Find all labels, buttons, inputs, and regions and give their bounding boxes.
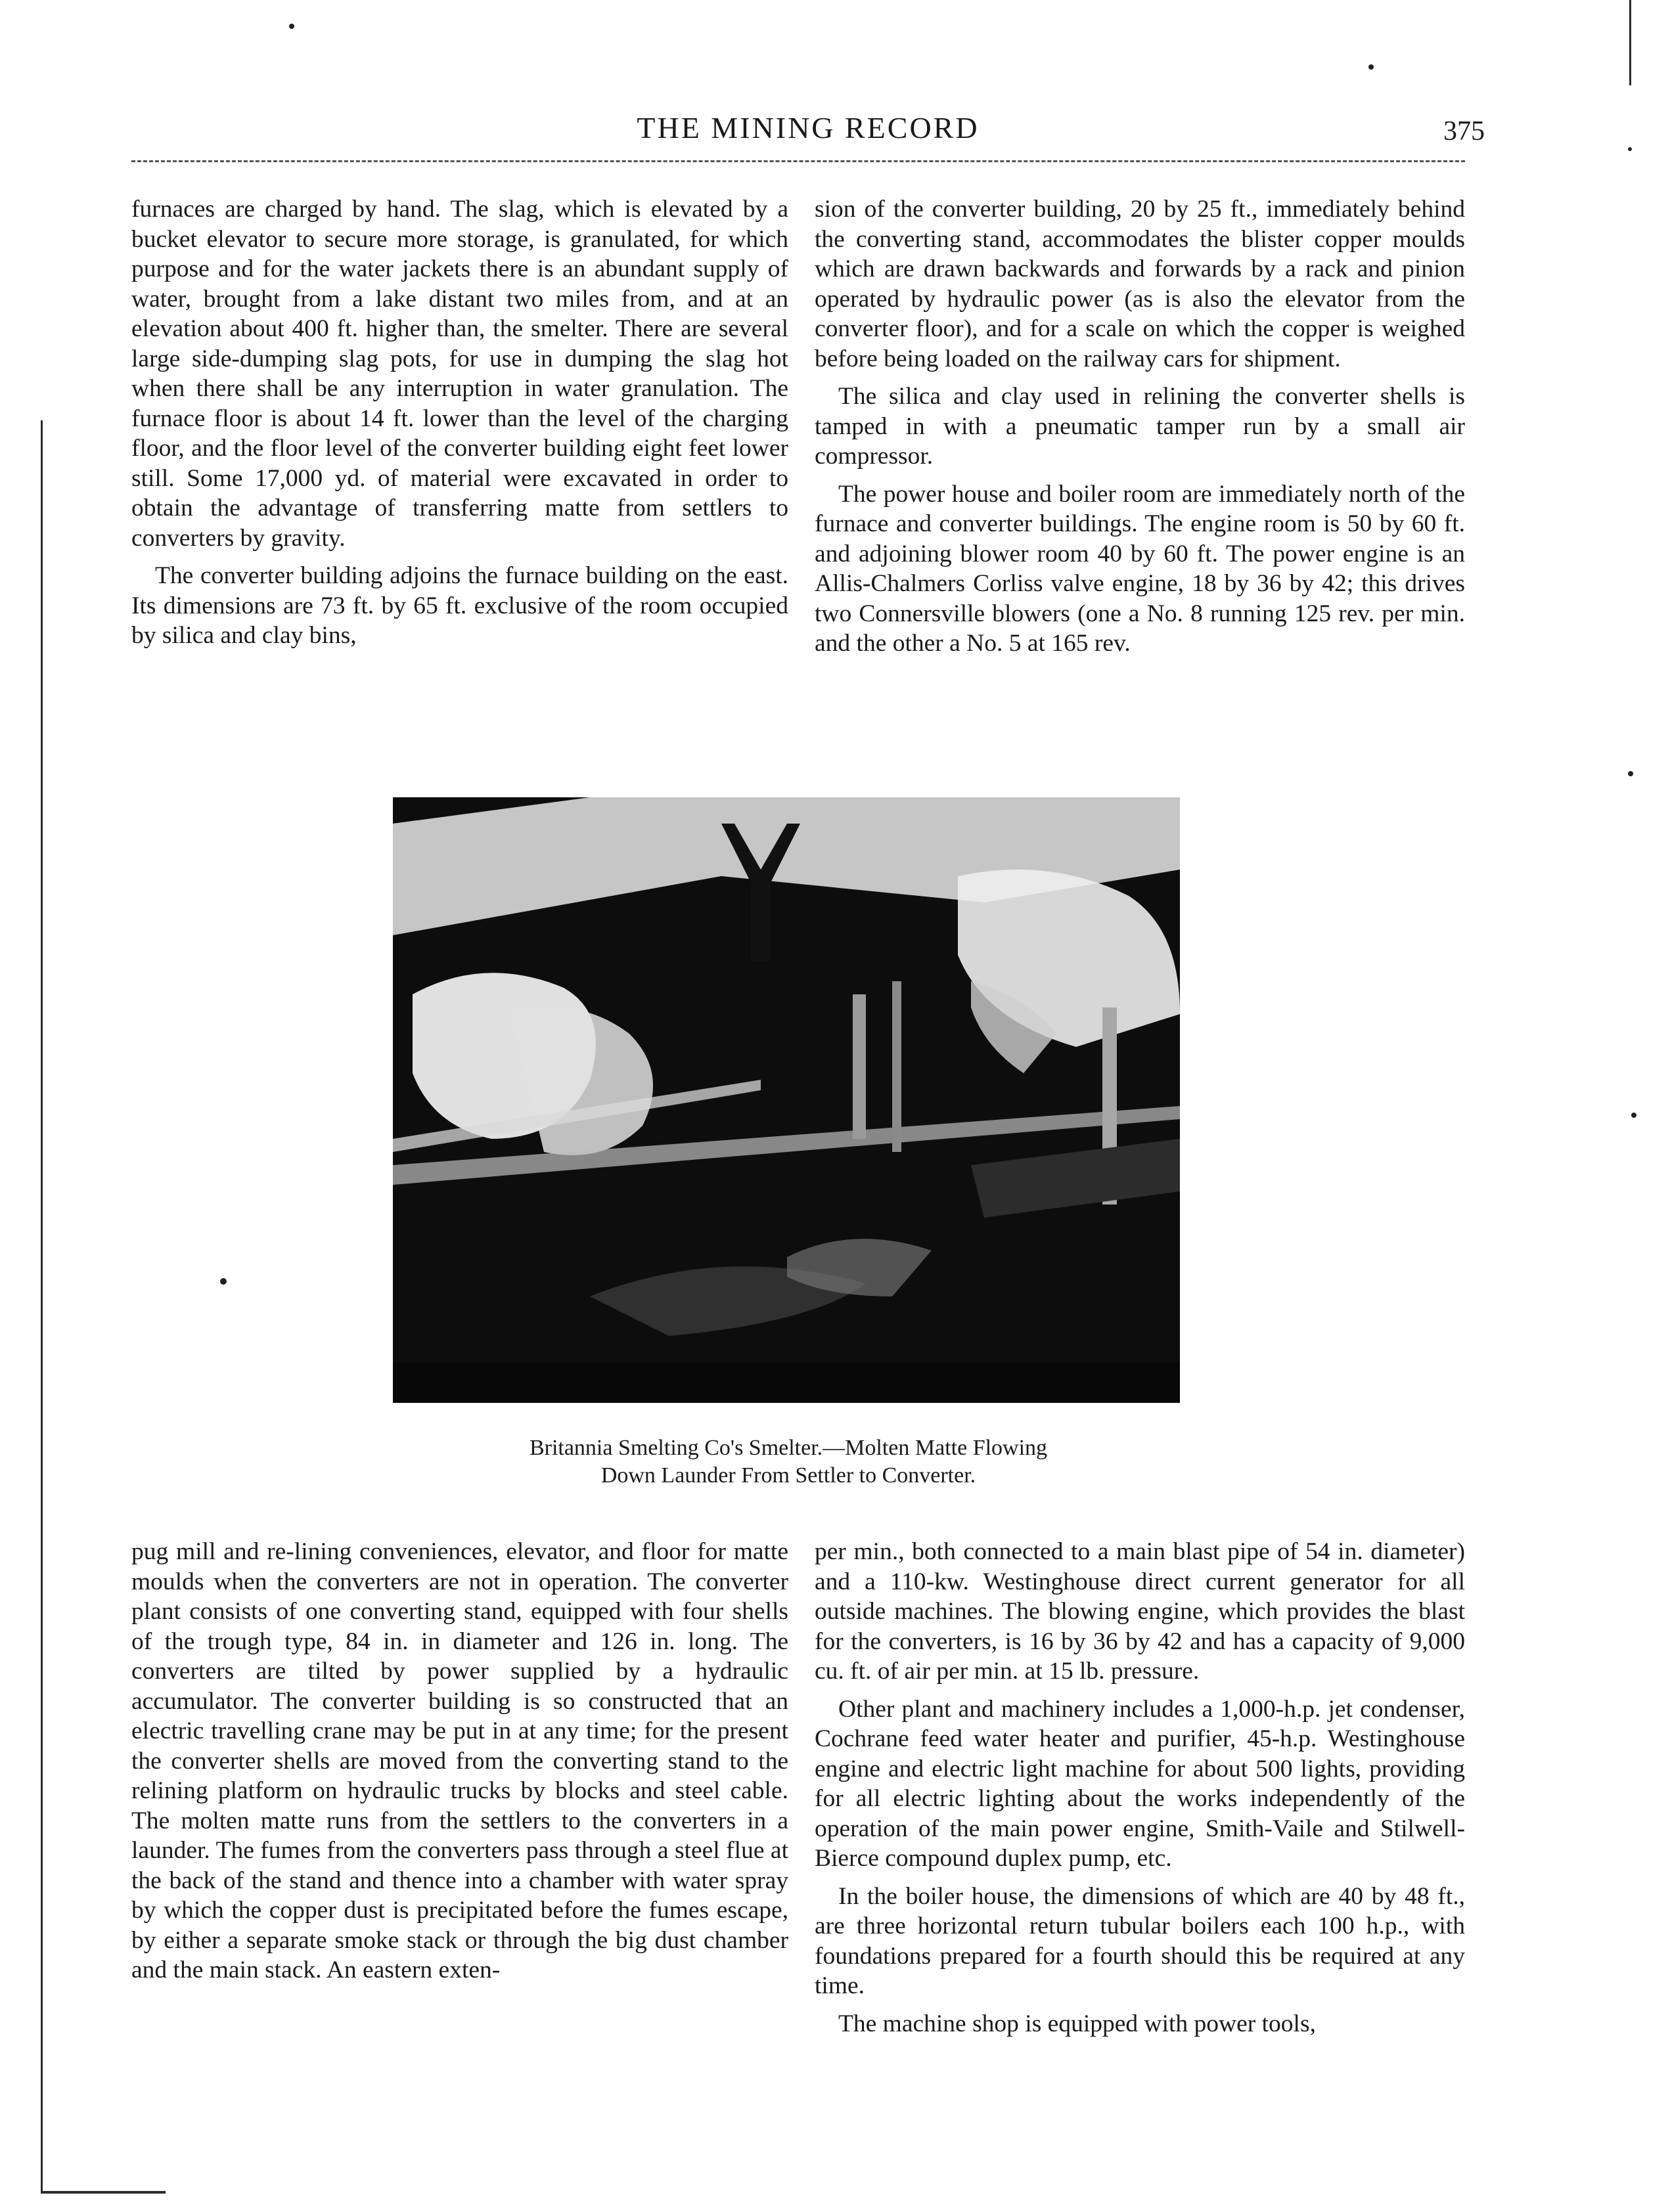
smelter-photograph <box>393 797 1180 1403</box>
print-speck <box>220 1278 227 1285</box>
photo-graphic <box>393 797 1180 1403</box>
paragraph: pug mill and re-lining conveniences, elevator, and floor for matte moulds when the converters are not in operation. The converter plant consists of one converting stand, equipped with four shells of the trough type, 84 in. in diameter and 126 in. long. The converters are tilted by power supplied by a hydraulic accumulator. The converter building is so constructed that an electric travelling crane may be put in at any time; for the present the converter shells are moved from the converting stand to the relining platform on hydraulic trucks by blocks and steel cable. The molten matte runs from the settlers to the converters in a launder. The fumes from the converters pass through a steel flue at the back of the stand and thence into a chamber with water spray by which the copper dust is precipitated before the fumes escape, by either a separate smoke stack or through the big dust chamber and the main stack. An eastern exten- <box>131 1538 788 1983</box>
print-speck <box>289 24 294 29</box>
caption-line: Down Launder From Settler to Converter. <box>600 1463 976 1488</box>
figure-caption <box>368 1434 1209 1490</box>
paragraph: The machine shop is equipped with power tools, <box>838 2010 1316 2037</box>
column-bottom-right <box>815 1537 1465 2046</box>
paragraph: Other plant and machinery includes a 1,000-h.p. jet condenser, Cochrane feed water heater and purifier, 45-h.p. Westinghouse engine and electric light machine for about 500 lights, providing for all electric lighting about the works independently of the operation of the main power engine, Smith-Vaile and Stilwell-Bierce compound duplex pump, etc. <box>815 1695 1465 1872</box>
page-edge-left <box>41 420 43 2194</box>
column-top-right <box>815 194 1465 667</box>
column-top-left <box>131 194 788 659</box>
print-speck <box>1628 147 1632 151</box>
caption-line: Britannia Smelting Co's Smelter.—Molten Matte Flowing <box>529 1436 1048 1460</box>
paragraph: furnaces are charged by hand. The slag, which is elevated by a bucket elevator to secure more storage, is granulated, for which purpose and for the water jackets there is an abundant supply of water, brought from a lake distant two miles from, and at an elevation about 400 ft. higher than, the smelter. There are several large side-dumping slag pots, for use in dumping the slag hot when there shall be any interruption in water granulation. The furnace floor is about 14 ft. lower than the level of the charging floor, and the floor level of the converter building eight feet lower still. Some 17,000 yd. of material were excavated in order to obtain the advantage of transferring matte from settlers to converters by gravity. <box>131 196 788 552</box>
page-edge-right <box>1629 0 1631 85</box>
page-number: 375 <box>1443 116 1485 146</box>
print-speck <box>1628 771 1633 776</box>
paragraph: The converter building adjoins the furnace building on the east. Its dimensions are 73 ft. by 65 ft. exclusive of the room occupied by silica and clay bins, <box>131 562 788 649</box>
paragraph: The power house and boiler room are immediately north of the furnace and converter buildings. The engine room is 50 by 60 ft. and adjoining blower room 40 by 60 ft. The power engine is an Allis-Chalmers Corliss valve engine, 18 by 36 by 42; this drives two Connersville blowers (one a No. 8 running 125 rev. per min. and the other a No. 5 at 165 rev. <box>815 480 1465 657</box>
print-speck <box>1368 64 1374 70</box>
journal-title: THE MINING RECORD <box>637 111 980 144</box>
paragraph: sion of the converter building, 20 by 25 ft., immediately behind the converting stand, accommodates the blister copper moulds which are drawn backwards and forwards by a rack and pinion operated by hydraulic power (as is also the elevator from the converter floor), and for a scale on which the copper is weighed before being loaded on the railway cars for shipment. <box>815 196 1465 372</box>
header-rule <box>131 160 1465 162</box>
paragraph: In the boiler house, the dimensions of which are 40 by 48 ft., are three horizontal return tubular boilers each 100 h.p., with foundations prepared for a fourth should this be required at any time. <box>815 1882 1465 1999</box>
paragraph: per min., both connected to a main blast pipe of 54 in. diameter) and a 110-kw. Westinghouse direct current generator for all outside machines. The blowing engine, which provides the blast for the converters, is 16 by 36 by 42 and has a capacity of 9,000 cu. ft. of air per min. at 15 lb. pressure. <box>815 1538 1465 1685</box>
print-speck <box>1631 1113 1636 1118</box>
page-edge-bottom <box>41 2191 166 2194</box>
running-head <box>131 110 1485 156</box>
column-bottom-left <box>131 1537 788 1993</box>
paragraph: The silica and clay used in relining the converter shells is tamped in with a pneumatic tamper run by a small air compressor. <box>815 383 1465 470</box>
